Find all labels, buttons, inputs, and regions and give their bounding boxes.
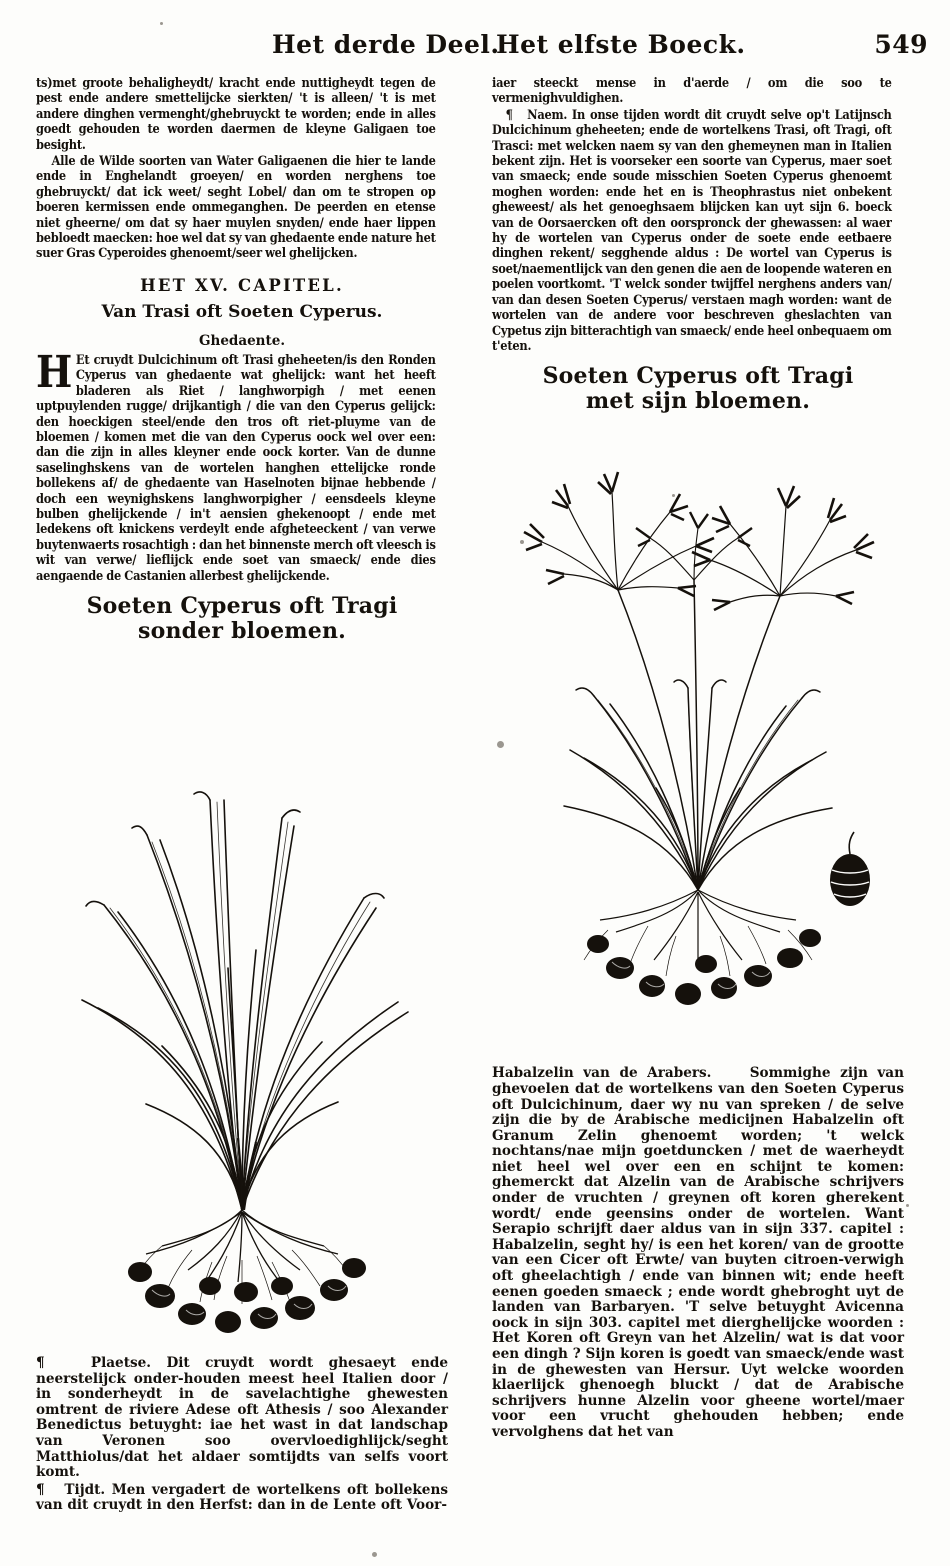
- footer-section-plaetse-text: Dit cruydt wordt ghesaeyt ende neerstelijck onder-houden meest heel Italien door / in sonderheydt in de savelachtighe ghewesten omtrent de riviere Adese oft Athesis / soo Alexander Benedictus betuyght: iae het wast in dat landschap van Veronen soo overvloedighlijck/seght Matthiolus/dat het aldaer somtijdts van selfs voort komt.: [36, 1354, 448, 1481]
- ghedaente-body-text: Et cruydt Dulcichinum oft Trasi gheheeten/is den Ronden Cyperus van ghedaente wat ghelijck: want het heeft bladeren als Riet / langhworpigh / met eenen uptpuylenden rugge/ drijkantigh / die van den Cyperus gelijck: den hoeckigen steel/ende den tros oft riet-pluyme van de bloemen / komen met die van den Cyperus oock wel over een: dan die zijn in alles kleyner ende oock korter. Van de dunne saselinghskens van de wortelen hanghen ettelijcke ronde bollekens af/ de ghedaente van Haselnoten bijnae hebbende / doch een weynighskens langhworpigher / eensdeels kleyne bulben ghelijckende / in't aensien ghekenoopt / ende met ledekens oft knickens verdeylt ende afgheteeckent / van verwe buytenwaerts rosachtigh : dan het binnenste merch oft vleesch is wit van verwe/ lieflijck ende soet van smaeck/ ende dies aengaende de Castanien allerbest ghelijckende.: [36, 352, 436, 584]
- footer-section-tijdt: [36, 1483, 448, 1514]
- continued-paragraph-right: iaer steeckt mense in d'aerde / om die soo te vermenighvuldighen.: [492, 76, 892, 107]
- detached-tuber-detail: [830, 832, 870, 906]
- right-footer-section: [492, 1066, 904, 1440]
- habalzelin-label: Habalzelin van de Arabers.: [492, 1065, 712, 1082]
- paper-speck: [672, 494, 675, 497]
- left-footer-sections: [36, 1356, 448, 1514]
- paragraph-wild-water-galingale: Alle de Wilde soorten van Water Galigaenen die hier te lande ende in Enghelandt groeyen/ en worden nerghens toe ghebruyckt/ dat ick weet/ seght Lobel/ dan om te stropen op boeren kermissen ende ommeganghen. De peerden en etense niet gheerne/ om dat sy haer muylen snyden/ ende haer lippen bebloedt maecken: hoe wel dat sy van ghedaente ende nature het suer Gras Cyperoides ghenoemt/seer wel ghelijcken.: [36, 154, 436, 262]
- left-figure: [42, 650, 442, 1350]
- paper-speck: [520, 540, 524, 544]
- right-figure-title-line1: Soeten Cyperus oft Tragi: [542, 363, 854, 390]
- pilcrow-icon: ¶: [36, 1354, 76, 1371]
- pilcrow-icon-3: ¶: [505, 107, 523, 123]
- right-figure: [498, 420, 898, 1060]
- ghedaente-body: [36, 346, 436, 584]
- left-column: [36, 76, 448, 1514]
- page-number: 549: [874, 30, 928, 59]
- right-figure-title-line2: met sijn bloemen.: [585, 388, 811, 415]
- footer-section-tijdt-text: Men vergadert de wortelkens oft bollekens van dit cruydt in den Herfst: dan in de Lente oft Voor-: [36, 1481, 448, 1514]
- naem-text: In onse tijden wordt dit cruydt selve op't Latijnsch Dulcichinum gheheeten; ende de wortelkens Trasi, oft Tragi, oft Trasci: met welcken naem sy van den ghemeynen man in Italien bekent zijn. Het is voorseker een soorte van Cyperus, maer soet van smaeck; ende soude misschien Soeten Cyperus ghenoemt moghen worden: ende het en is Theophrastus niet onbekent gheweest/ als het genoeghsaem blijcken kan uyt sijn 6. boeck van de Oorsaercken oft den oorspronck der ghewassen: al waer hy de wortelen van Cyperus onder de soete ende eetbaere dinghen rekent/ segghende aldus : De wortel van Cyperus is soet/naementlijck van den genen die aen de loopende wateren en poelen voortkomt. 'T welck sonder twijffel nerghens anders van/ van dan desen Soeten Cyperus/ verstaen magh worden: want de wortelen van de andere voor beschreven gheslachten van Cypetus zijn bitterachtigh van smaeck/ ende heel onbequaem om t'eten.: [492, 107, 892, 354]
- naem-paragraph: [492, 108, 892, 355]
- running-head-right: Het elfste Boeck.: [496, 30, 746, 59]
- habalzelin-text: Sommighe zijn van ghevoelen dat de wortelkens van den Soeten Cyperus oft Dulcichinum, daer wy nu van spreken / de selve zijn die by de Arabische medicijnen Habalzelin oft Granum Zelin ghenoemt worden; 't welck nochtans/nae mijn goetduncken / met de waerheydt niet heel wel over een en schijnt te komen: ghemerckt dat Alzelin van de Arabische schrijvers onder de vruchten / greynen oft koren gherekent wordt/ ende geensins onder de wortelen. Want Serapio schrijft daer aldus van in sijn 337. capitel : Habalzelin, seght hy/ is een het koren/ van de grootte van een Cicer oft Erwte/ van buyten citroen-verwigh oft gheelachtigh / ende van binnen wit; ende heeft eenen goeden smaeck ; ende wordt ghebroght uyt de landen van Barbaryen. 'T selve betuyght Avicenna oock in sijn 303. capitel met dierghelijcke woorden : Het Koren oft Greyn van het Alzelin/ wat is dat voor een dingh ? Sijn koren is goedt van smaeck/ende wast in de ghewesten van Hersur. Uyt welcke woorden klaerlijck ghenoegh bluckt / dat de Arabische schrijvers hunne Alzelin voor gheene wortel/maer voor een vrucht ghehouden hebben; ende vervolghens dat het van: [492, 1065, 904, 1440]
- paper-speck: [497, 741, 504, 748]
- footer-section-plaetse: [36, 1356, 448, 1481]
- paper-speck: [906, 1204, 909, 1207]
- drop-cap: H: [36, 346, 73, 398]
- chapter-heading: HET XV. CAPITEL.: [140, 275, 344, 295]
- left-figure-title: [36, 594, 448, 644]
- woodcut-sweet-cyperus-without-flowers: [42, 650, 442, 1350]
- right-column: [492, 76, 904, 1441]
- continued-paragraph: ts)met groote behaligheydt/ kracht ende nuttigheydt tegen de pest ende andere smettelijcke sierkten/ 't is alleen/ 't is met andere dinghen vermenght/ghebruyckt te worden; ende in alles goedt gehouden te worden daermen de kleyne Galigaen toe besight.: [36, 76, 436, 153]
- left-figure-title-line1: Soeten Cyperus oft Tragi: [86, 592, 398, 619]
- paper-speck: [160, 22, 163, 25]
- footer-section-tijdt-label: Tijdt.: [64, 1481, 106, 1498]
- left-column-intro: [36, 76, 436, 262]
- right-figure-title: [492, 364, 904, 414]
- running-head-left: Het derde Deel.: [272, 30, 500, 59]
- right-column-intro: [492, 76, 892, 354]
- habalzelin-paragraph: [492, 1066, 904, 1440]
- left-figure-title-line2: sonder bloemen.: [137, 617, 347, 644]
- running-head: [0, 28, 950, 72]
- chapter-subtitle: Van Trasi oft Soeten Cyperus.: [101, 301, 383, 322]
- naem-label: Naem.: [527, 107, 568, 123]
- woodcut-sweet-cyperus-with-flowers: [498, 420, 898, 1060]
- pilcrow-icon-2: ¶: [36, 1481, 58, 1498]
- footer-section-plaetse-label: Plaetse.: [90, 1354, 152, 1371]
- section-label-ghedaente: Ghedaente.: [198, 332, 286, 349]
- paper-speck: [372, 1552, 377, 1557]
